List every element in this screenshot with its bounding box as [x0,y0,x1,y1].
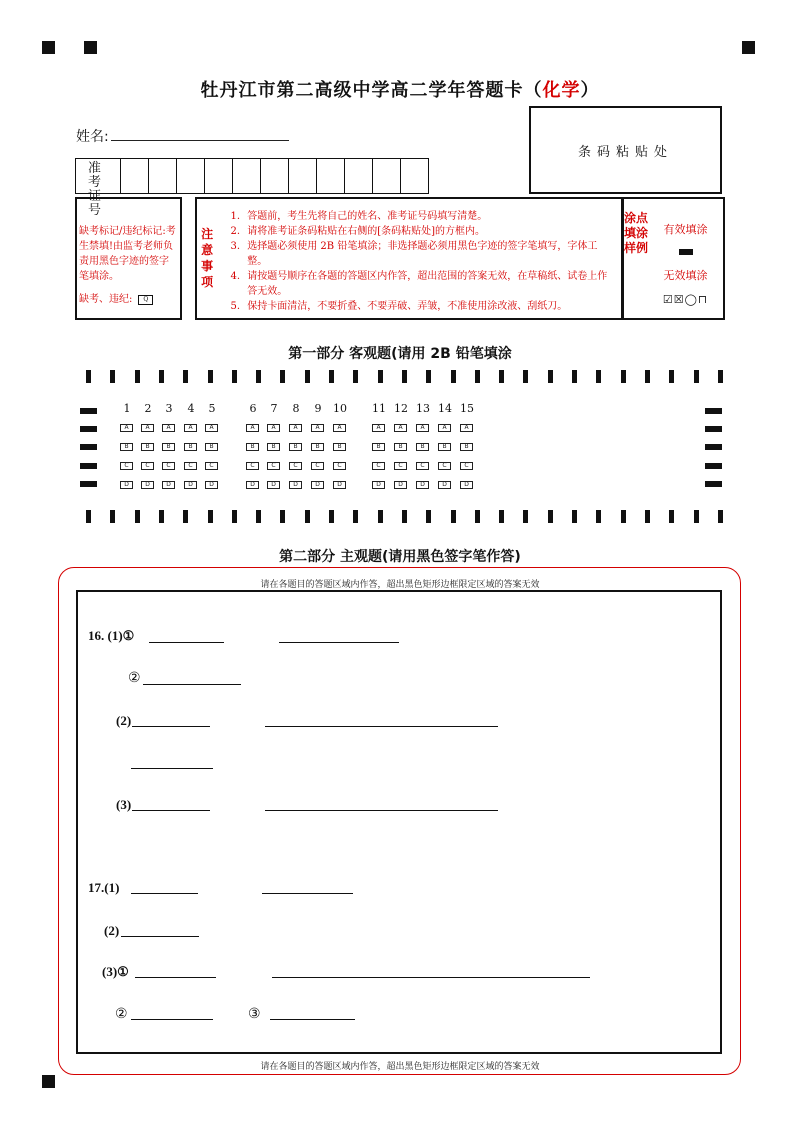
exam-id-grid[interactable] [75,158,429,218]
timing-mark [232,370,237,383]
question-number: 4 [187,402,195,415]
answer-bubble[interactable]: A [394,424,407,432]
timing-mark [329,510,334,523]
answer-bubble[interactable]: B [333,443,346,451]
id-digit-cell[interactable] [233,159,261,193]
answer-bubble[interactable]: A [205,424,218,432]
timing-mark [621,510,626,523]
answer-bubble[interactable]: D [416,481,429,489]
answer-bubble[interactable]: C [267,462,280,470]
timing-mark [596,370,601,383]
timing-dash [705,463,722,469]
absent-instructions: 缺考标记/违纪标记:考生禁填!由监考老师负责用黑色字迹的签字笔填涂。 [79,226,176,282]
timing-mark [135,370,140,383]
timing-mark [645,370,650,383]
answer-bubble[interactable]: B [460,443,473,451]
invalid-fill-label: 无效填涂 [663,269,708,282]
q17-part3-label: (3)① [102,964,129,979]
timing-mark [86,510,91,523]
area-note-top: 请在各题目的答题区域内作答，超出黑色矩形边框限定区域的答案无效 [260,580,540,590]
name-label: 姓名: [76,129,109,145]
answer-bubble[interactable]: A [416,424,429,432]
registration-mark [742,41,755,54]
timing-mark [256,370,261,383]
timing-mark [718,370,723,383]
answer-bubble[interactable]: C [460,462,473,470]
answer-bubble[interactable]: C [311,462,324,470]
timing-mark [475,510,480,523]
answer-bubble[interactable]: C [394,462,407,470]
answer-bubble[interactable]: B [120,443,133,451]
answer-bubble[interactable]: B [416,443,429,451]
timing-mark [499,370,504,383]
answer-bubble[interactable]: A [246,424,259,432]
answer-bubble[interactable]: C [372,462,385,470]
timing-mark [378,370,383,383]
answer-bubble[interactable]: D [141,481,154,489]
answer-bubble[interactable]: C [205,462,218,470]
timing-mark [256,510,261,523]
id-digit-cell[interactable] [401,159,428,193]
q16-part3-label: (3) [116,797,132,812]
notice-list [217,199,621,318]
timing-mark [183,370,188,383]
answer-bubble[interactable]: A [267,424,280,432]
timing-mark [280,510,285,523]
notice-box [195,197,623,320]
answer-bubble[interactable]: C [246,462,259,470]
timing-mark [159,510,164,523]
answer-line[interactable] [272,977,590,978]
exam-id-label: 准 考 证 号 [76,159,121,193]
answer-bubble[interactable]: D [184,481,197,489]
q16-part1b-label: ② [128,671,141,686]
timing-mark [694,510,699,523]
subject-label: 化学 [542,80,581,101]
question-number: 15 [460,402,474,415]
answer-bubble[interactable]: B [246,443,259,451]
answer-line[interactable] [135,977,216,978]
notice-item: 4. 请按题号顺序在各题的答题区内作答，超出范围的答案无效，在草稿纸、试卷上作答无效。 [243,269,615,299]
timing-mark [208,370,213,383]
answer-bubble[interactable]: D [372,481,385,489]
answer-line[interactable] [265,810,498,811]
timing-mark [208,510,213,523]
answer-bubble[interactable]: C [141,462,154,470]
timing-dash [80,481,97,487]
timing-dash [80,426,97,432]
answer-bubble[interactable]: A [289,424,302,432]
timing-mark [110,370,115,383]
absent-mark-box [75,197,182,320]
answer-bubble[interactable]: A [184,424,197,432]
registration-mark [42,1075,55,1088]
timing-mark [110,510,115,523]
timing-mark [378,510,383,523]
timing-dash [705,426,722,432]
timing-mark [596,510,601,523]
answer-bubble[interactable]: A [333,424,346,432]
id-digit-cell[interactable] [261,159,289,193]
question-number: 7 [270,402,278,415]
question-number: 6 [249,402,257,415]
part2-title: 第二部分 主观题(请用黑色签字笔作答) [279,549,521,565]
notice-heading: 注意事项 [201,227,214,289]
timing-mark [329,370,334,383]
timing-mark [232,510,237,523]
timing-dash [80,463,97,469]
area-note-bottom: 请在各题目的答题区域内作答，超出黑色矩形边框限定区域的答案无效 [260,1062,540,1072]
answer-bubble[interactable]: D [333,481,346,489]
answer-line[interactable] [262,893,353,894]
id-digit-cell[interactable] [373,159,401,193]
question-number: 9 [314,402,322,415]
timing-dash [80,444,97,450]
absent-marks-label: 缺考、违纪: [79,294,133,305]
timing-mark [499,510,504,523]
answer-bubble[interactable]: B [438,443,451,451]
timing-mark [402,510,407,523]
answer-line[interactable] [270,1019,355,1020]
timing-mark [135,510,140,523]
q17-part4a-label: ② [115,1007,128,1022]
answer-line[interactable] [279,642,399,643]
notice-item: 2. 请将准考证条码粘贴在右侧的[条码粘贴处]的方框内。 [243,224,615,239]
registration-mark [84,41,97,54]
timing-mark [621,370,626,383]
answer-bubble[interactable]: B [372,443,385,451]
question-number: 5 [208,402,216,415]
answer-bubble[interactable]: C [333,462,346,470]
question-number: 12 [394,402,408,415]
answer-bubble[interactable]: D [162,481,175,489]
valid-fill-label: 有效填涂 [663,223,708,236]
timing-mark [402,370,407,383]
timing-mark [426,370,431,383]
timing-mark [451,510,456,523]
name-field[interactable] [76,126,289,146]
barcode-label: 条码粘贴处 [577,144,673,160]
invalid-fill-examples: ☑☒◯⊓ [662,293,709,306]
answer-bubble[interactable]: A [120,424,133,432]
q17-part1-label: 17.(1) [88,880,120,895]
answer-bubble[interactable]: A [372,424,385,432]
barcode-area [529,106,722,194]
timing-mark [305,510,310,523]
timing-mark [305,370,310,383]
id-digit-cell[interactable] [317,159,345,193]
answer-bubble[interactable]: C [416,462,429,470]
sample-heading: 涂点填涂样例 [624,211,649,255]
page-title: 牡丹江市第二高级中学高二学年答题卡（化学） [200,80,600,101]
registration-mark [42,41,55,54]
q17-part2-label: (2) [104,923,120,938]
timing-mark [353,370,358,383]
id-digit-cell[interactable] [121,159,149,193]
timing-mark [572,370,577,383]
question-number: 1 [123,402,131,415]
question-number: 10 [333,402,347,415]
answer-line[interactable] [131,1019,213,1020]
timing-mark [548,510,553,523]
timing-mark [451,370,456,383]
timing-dash [80,408,97,414]
answer-bubble[interactable]: D [120,481,133,489]
timing-mark [572,510,577,523]
answer-line[interactable] [149,642,224,643]
id-digit-cell[interactable] [149,159,177,193]
answer-line[interactable] [131,768,213,769]
part1-title: 第一部分 客观题(请用 2B 铅笔填涂 [288,346,512,362]
timing-mark [718,510,723,523]
answer-bubble[interactable]: B [311,443,324,451]
notice-item: 5. 保持卡面清洁，不要折叠、不要弄破、弄皱，不准使用涂改液、刮纸刀。 [243,299,615,314]
q16-part1-label: 16. (1)① [88,628,135,643]
answer-line[interactable] [132,726,210,727]
timing-mark [86,370,91,383]
q17-part4b-label: ③ [248,1007,261,1022]
id-digit-cell[interactable] [205,159,233,193]
answer-bubble[interactable]: C [289,462,302,470]
answer-bubble[interactable]: D [460,481,473,489]
answer-line[interactable] [121,936,199,937]
question-number: 14 [438,402,452,415]
answer-bubble[interactable]: B [141,443,154,451]
timing-dash [705,408,722,414]
timing-mark [694,370,699,383]
answer-box[interactable] [76,590,722,1054]
answer-bubble[interactable]: D [205,481,218,489]
answer-bubble[interactable]: A [162,424,175,432]
valid-fill-example [679,249,693,255]
answer-bubble[interactable]: C [438,462,451,470]
answer-bubble[interactable]: D [267,481,280,489]
answer-bubble[interactable]: B [162,443,175,451]
answer-line[interactable] [132,810,210,811]
timing-mark [523,370,528,383]
answer-bubble[interactable]: C [120,462,133,470]
answer-bubble[interactable]: D [394,481,407,489]
answer-bubble[interactable]: B [394,443,407,451]
timing-mark [426,510,431,523]
timing-mark [669,370,674,383]
question-number: 8 [292,402,300,415]
timing-mark [280,370,285,383]
timing-mark [548,370,553,383]
timing-mark [645,510,650,523]
answer-line[interactable] [143,684,241,685]
answer-bubble[interactable]: A [460,424,473,432]
fill-sample-box [623,197,725,320]
answer-bubble[interactable]: B [184,443,197,451]
answer-bubble[interactable]: D [438,481,451,489]
answer-bubble[interactable]: D [246,481,259,489]
notice-item: 1. 答题前，考生先将自己的姓名、准考证号码填写清楚。 [243,209,615,224]
timing-dash [705,481,722,487]
answer-bubble[interactable]: B [267,443,280,451]
answer-line[interactable] [265,726,498,727]
timing-mark [159,370,164,383]
answer-bubble[interactable]: C [162,462,175,470]
answer-bubble[interactable]: A [438,424,451,432]
answer-bubble[interactable]: B [205,443,218,451]
question-number: 11 [372,402,386,415]
name-line[interactable] [111,128,289,141]
id-digit-cell[interactable] [345,159,373,193]
answer-bubble[interactable]: A [311,424,324,432]
timing-mark [669,510,674,523]
answer-bubble[interactable]: B [289,443,302,451]
timing-mark [475,370,480,383]
question-number: 3 [165,402,173,415]
answer-bubble[interactable]: C [184,462,197,470]
answer-bubble[interactable]: D [311,481,324,489]
answer-bubble[interactable]: A [141,424,154,432]
absent-mark-bubble[interactable]: Q [138,295,153,305]
timing-dash [705,444,722,450]
q16-part2-label: (2) [116,713,132,728]
timing-mark [183,510,188,523]
timing-mark [353,510,358,523]
id-digit-cell[interactable] [289,159,317,193]
id-digit-cell[interactable] [177,159,205,193]
notice-item: 3. 选择题必须使用 2B 铅笔填涂；非选择题必须用黑色字迹的签字笔填写，字体工整。 [243,239,615,269]
question-number: 2 [144,402,152,415]
answer-line[interactable] [131,893,198,894]
question-number: 13 [416,402,430,415]
answer-bubble[interactable]: D [289,481,302,489]
timing-mark [523,510,528,523]
